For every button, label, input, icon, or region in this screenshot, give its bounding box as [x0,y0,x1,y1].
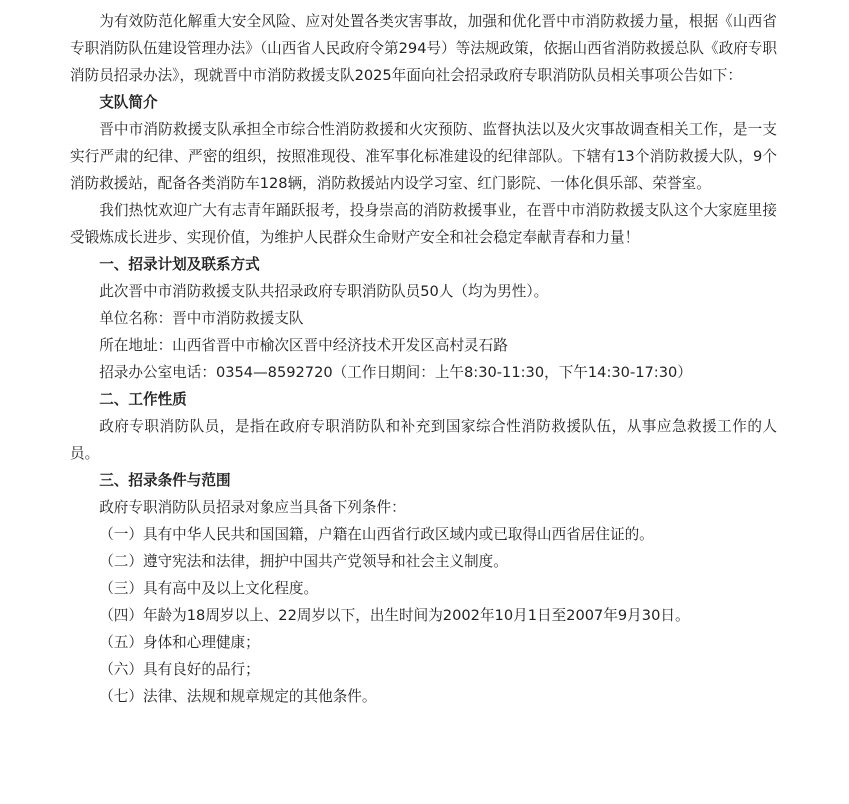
unit-name-line: 单位名称：晋中市消防救援支队 [99,310,304,327]
condition-item: （五）身体和心理健康； [99,634,260,651]
section-heading-brigade-intro: 支队简介 [99,94,158,111]
work-nature-paragraph: 政府专职消防队员，是指在政府专职消防队和补充到国家综合性消防救援队伍，从事应急救援工作的人员。 [70,418,777,462]
section-heading-recruitment-plan: 一、招录计划及联系方式 [99,256,260,273]
brigade-intro-paragraph: 晋中市消防救援支队承担全市综合性消防救援和火灾预防、监督执法以及火灾事故调查相关工作，是一支实行严肃的纪律、严密的组织，按照准现役、准军事化标准建设的纪律部队。下辖有13个消防救援大队，9个消防救援站，配备各类消防车128辆，消防救援站内设学习室、红门影院、一体化俱乐部、荣誉室。 [70,121,777,192]
intro-paragraph: 为有效防范化解重大安全风险、应对处置各类灾害事故，加强和优化晋中市消防救援力量，根据《山西省专职消防队伍建设管理办法》（山西省人民政府令第294号）等法规政策，依据山西省消防救援总队《政府专职消防员招录办法》，现就晋中市消防救援支队2025年面向社会招录政府专职消防队员相关事项公告如下： [70,13,777,84]
condition-item: （七）法律、法规和规章规定的其他条件。 [99,688,377,705]
condition-item: （一）具有中华人民共和国国籍，户籍在山西省行政区域内或已取得山西省居住证的。 [99,526,654,543]
section-heading-work-nature: 二、工作性质 [99,391,187,408]
section-heading-conditions: 三、招录条件与范围 [99,472,231,489]
recruitment-plan-line: 此次晋中市消防救援支队共招录政府专职消防队员50人（均为男性）。 [99,283,549,300]
condition-item: （四）年龄为18周岁以上、22周岁以下，出生时间为2002年10月1日至2007年9月30日。 [99,607,690,624]
condition-item: （六）具有良好的品行； [99,661,260,678]
condition-item: （三）具有高中及以上文化程度。 [99,580,319,597]
address-line: 所在地址：山西省晋中市榆次区晋中经济技术开发区高村灵石路 [99,337,508,354]
welcome-paragraph: 我们热忱欢迎广大有志青年踊跃报考，投身崇高的消防救援事业，在晋中市消防救援支队这个大家庭里接受锻炼成长进步、实现价值，为维护人民群众生命财产安全和社会稳定奉献青春和力量！ [70,202,777,246]
phone-line: 招录办公室电话：0354—8592720（工作日期间：上午8:30-11:30，下午14:30-17:30） [99,364,692,381]
conditions-lead-line: 政府专职消防队员招录对象应当具备下列条件： [99,499,406,516]
condition-item: （二）遵守宪法和法律，拥护中国共产党领导和社会主义制度。 [99,553,508,570]
